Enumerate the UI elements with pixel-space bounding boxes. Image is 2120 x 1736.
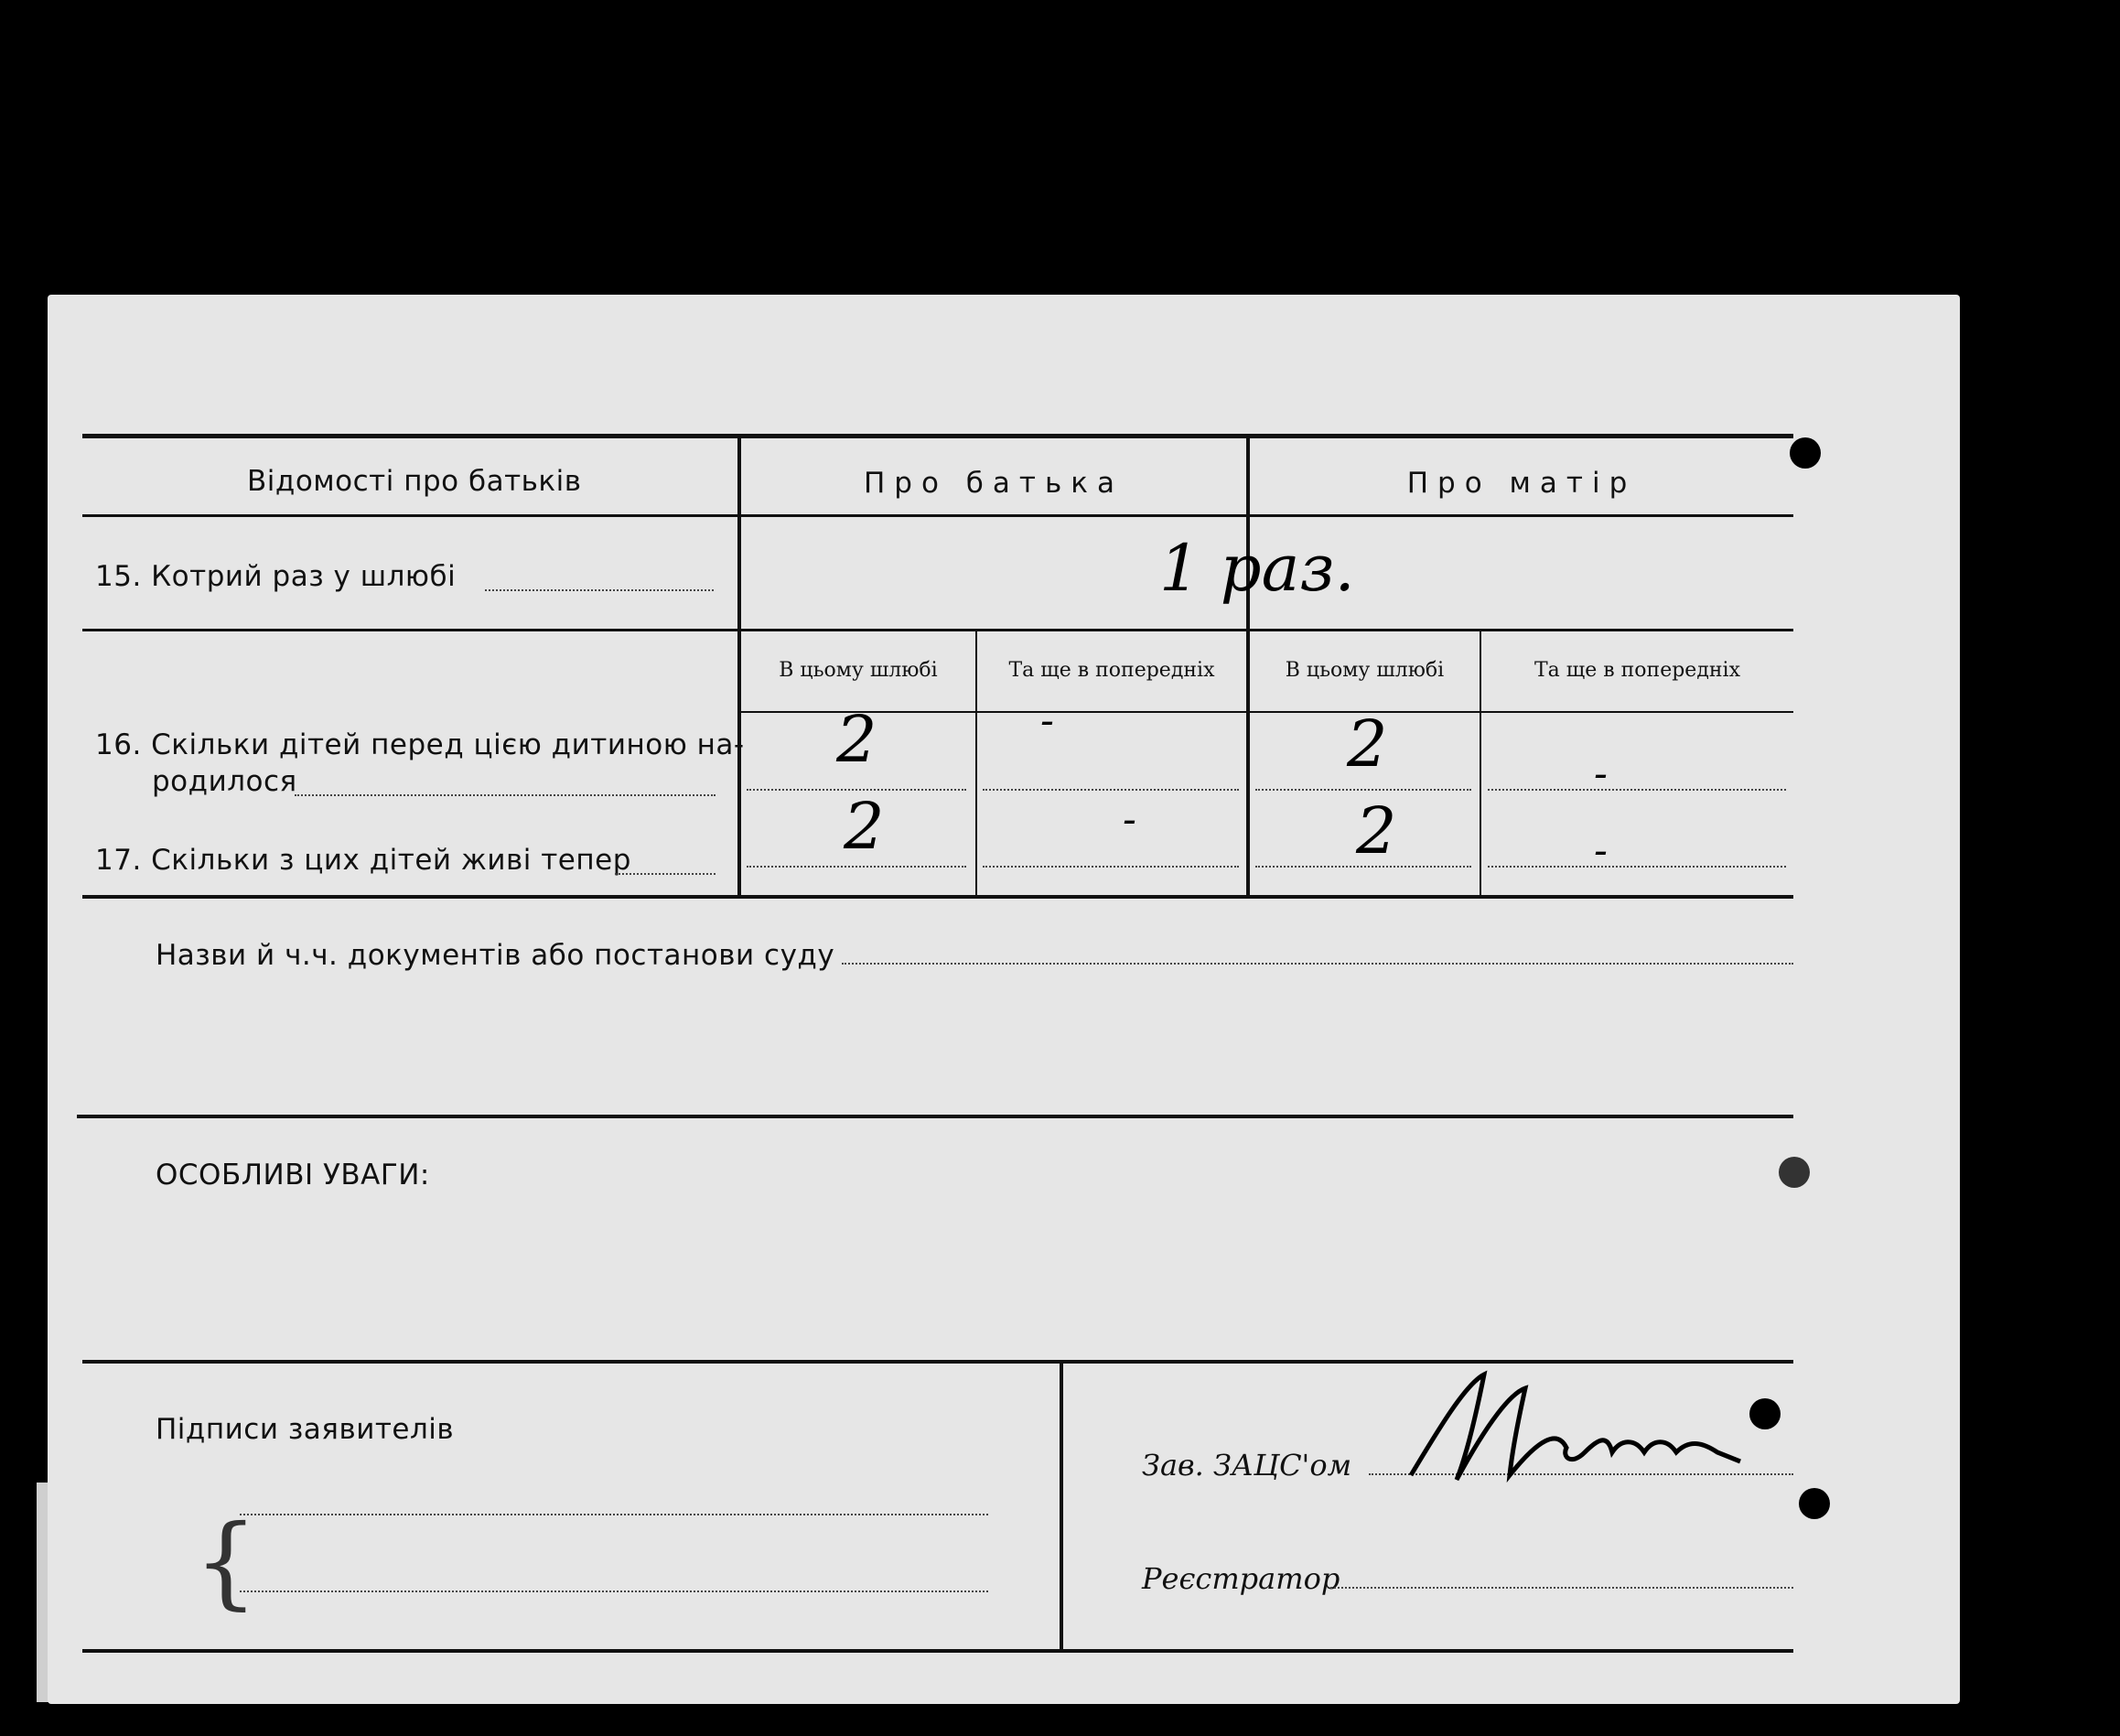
punch-hole-3 — [1749, 1398, 1781, 1429]
row15-bottom-rule — [82, 629, 1793, 631]
signature-divider — [1060, 1364, 1063, 1649]
applicants-label: Підписи заявителів — [156, 1413, 455, 1446]
punch-hole-2 — [1779, 1157, 1810, 1188]
row16-mother-this-line — [1255, 789, 1471, 791]
applicants-brace: { — [194, 1503, 258, 1620]
row15-leader — [485, 589, 714, 591]
table-bottom-rule — [82, 895, 1793, 899]
applicant-line-1 — [240, 1514, 988, 1515]
row16-father-this-value: 2 — [836, 702, 877, 777]
applicant-line-2 — [240, 1590, 988, 1592]
head-label: Зав. ЗАЦС'ом — [1142, 1448, 1352, 1483]
row15-handwritten-value: 1 раз. — [1159, 531, 1355, 606]
row16-leader — [295, 794, 716, 796]
row17-mother-this-value: 2 — [1356, 793, 1397, 868]
row16-mother-prev-value: - — [1594, 750, 1608, 797]
subheader-father-previous: Та ще в попередніх — [1008, 659, 1215, 682]
header-about-mother: Про матір — [1406, 467, 1637, 500]
subheader-father-this-marriage: В цьому шлюбі — [779, 659, 938, 682]
special-notes-label: ОСОБЛИВІ УВАГИ: — [156, 1159, 430, 1191]
form-bottom-rule — [82, 1649, 1793, 1653]
row16-label-line1: 16. Скільки дітей перед цією дитиною на- — [95, 728, 745, 761]
head-signature — [1402, 1365, 1786, 1512]
registrar-line — [1330, 1587, 1793, 1589]
row17-leader — [615, 873, 716, 875]
table-top-rule — [82, 434, 1793, 438]
row17-mother-prev-line — [1488, 866, 1786, 868]
row17-father-this-line — [747, 866, 966, 868]
row16-label-line2: родилося — [152, 765, 297, 798]
punch-hole-4 — [1799, 1488, 1830, 1519]
row16-father-prev-line — [983, 789, 1239, 791]
row16-mother-prev-line — [1488, 789, 1786, 791]
row17-father-this-value: 2 — [844, 789, 885, 864]
row16-mother-this-value: 2 — [1347, 706, 1388, 782]
row17-mother-prev-value: - — [1594, 827, 1608, 874]
row16-father-prev-value: - — [1040, 697, 1054, 744]
subheader-bottom-rule — [739, 711, 1793, 713]
row17-father-prev-value: - — [1123, 796, 1136, 843]
form-sheet — [48, 295, 1960, 1704]
row15-label: 15. Котрий раз у шлюбі — [95, 560, 457, 593]
notes-bottom-rule — [82, 1360, 1793, 1364]
subheader-mother-previous: Та ще в попередніх — [1534, 659, 1740, 682]
header-parents-info: Відомості про батьків — [247, 465, 582, 498]
header-bottom-rule — [82, 514, 1793, 517]
registrar-label: Реєстратор — [1142, 1561, 1340, 1596]
documents-bottom-rule — [77, 1115, 1793, 1118]
row17-label: 17. Скільки з цих дітей живі тепер — [95, 844, 631, 877]
subheader-mother-this-marriage: В цьому шлюбі — [1285, 659, 1445, 682]
documents-label: Назви й ч.ч. документів або постанови суду — [156, 939, 835, 972]
documents-line — [842, 963, 1793, 965]
punch-hole-1 — [1790, 437, 1821, 469]
header-about-father: Про батька — [864, 467, 1124, 500]
row17-father-prev-line — [983, 866, 1239, 868]
